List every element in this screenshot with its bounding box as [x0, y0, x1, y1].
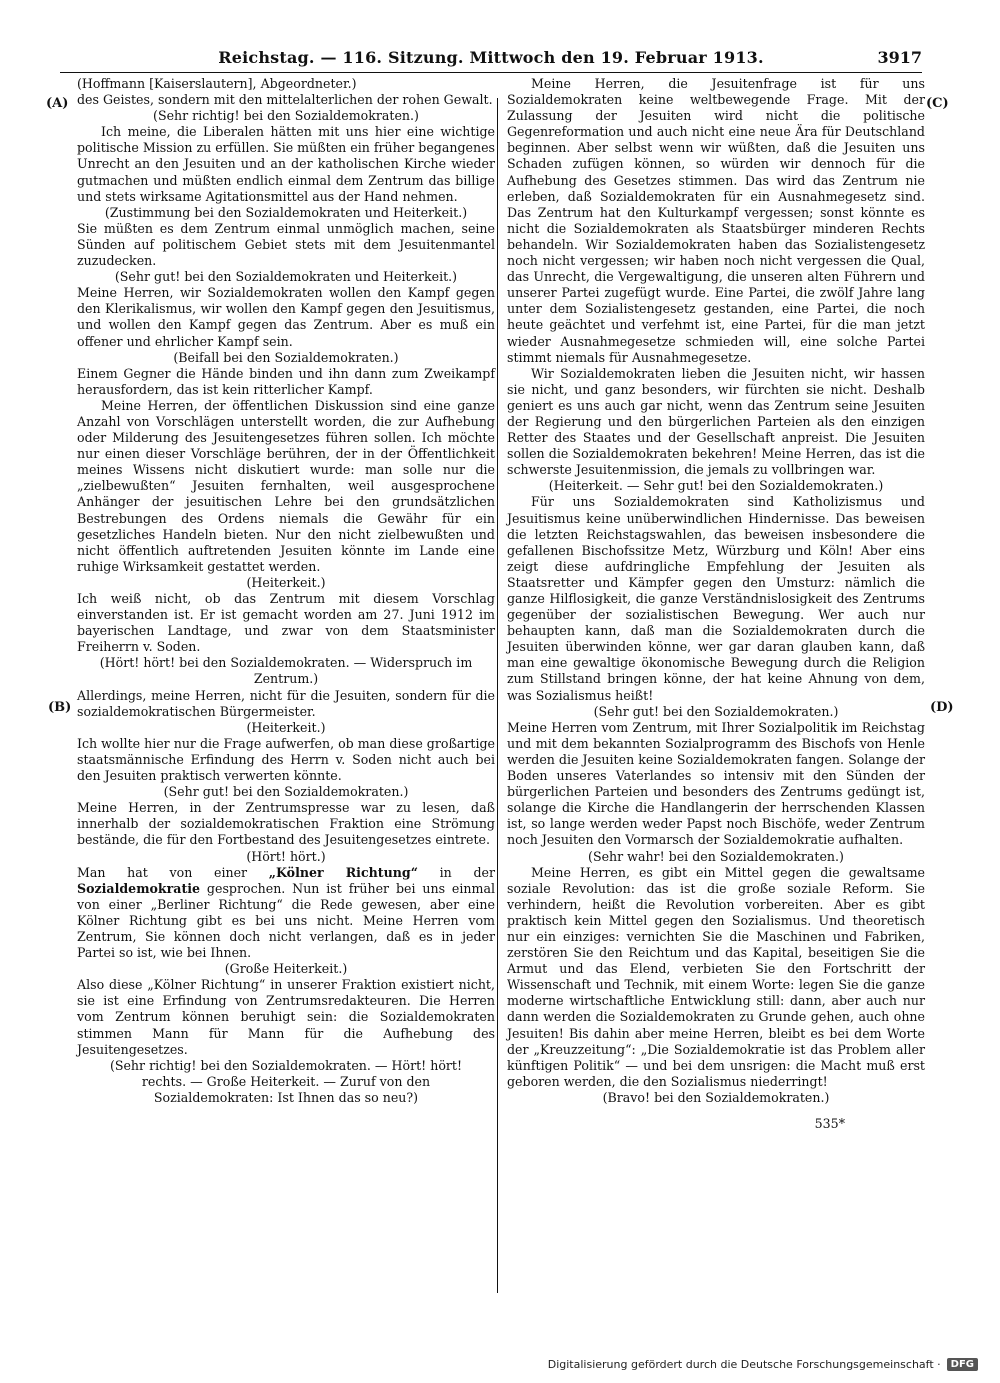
sheet-signature: 535*	[814, 1116, 845, 1131]
interjection: (Heiterkeit.)	[246, 574, 326, 590]
interjection: (Sehr gut! bei den Sozialdemokraten.)	[163, 784, 409, 800]
interjection: (Sehr gut! bei den Sozialdemokraten.)	[593, 703, 839, 719]
paragraph: Ich wollte hier nur die Frage aufwerfen, ob man diese großartige staatsmännische Erfindung des Herrn v. Soden nicht auch bei den Jesuiten praktisch verwerten könnte.	[77, 735, 495, 784]
interjection: (Hört! hört! bei den Sozialdemokraten. — Widerspruch im Zentrum.)	[99, 655, 473, 687]
paragraph: Ich weiß nicht, ob das Zentrum mit diesem Vorschlag einverstanden ist. Er ist gemacht worden am 27. Juni 1912 im bayerischen Landtage, und zwar von dem Staatsminister Freiherrn v. Soden.	[77, 591, 495, 655]
margin-marker-a: (A)	[46, 96, 69, 111]
paragraph: Für uns Sozialdemokraten sind Katholizismus und Jesuitismus keine unüberwindlichen Hindernisse. Das beweisen die letzten Reichstagswahlen, das beweisen insbesondere die gefallenen Bischofssitze Metz, Würzburg und Köln! Aber eins zeigt diese aufdringliche Empfehlung der Jesuiten als Staatsretter und Kämpfer gegen den Umsturz: nämlich die ganze Hilflosigkeit, die ganze Verständnislosigkeit des Zentrums gegenüber der sozialistischen Bewegung. Wer auch nur behaupten kann, daß man die Sozialdemokraten durch die Jesuiten überwinden könne, wer gar daran glauben kann, daß man eine gewaltige ökonomische Bewegung durch die Religion zum Stillstand bringen könne, der hat keine Ahnung von dem, was Sozialismus heißt!	[507, 494, 925, 703]
page-header	[60, 46, 922, 73]
interjection: (Beifall bei den Sozialdemokraten.)	[173, 349, 399, 365]
right-column	[507, 76, 925, 1132]
interjection: (Hört! hört.)	[246, 848, 326, 864]
interjection: (Sehr richtig! bei den Sozialdemokraten. — Hört! hört! rechts. — Große Heiterkeit. — Zuruf von den Sozialdemokraten: Ist Ihnen das so neu?)	[109, 1057, 463, 1105]
interjection: (Sehr gut! bei den Sozialdemokraten und Heiterkeit.)	[114, 269, 458, 285]
text-run: in der	[417, 864, 495, 880]
interjection: (Zustimmung bei den Sozialdemokraten und Heiterkeit.)	[104, 204, 468, 220]
interjection: (Große Heiterkeit.)	[224, 961, 348, 977]
paragraph: Meine Herren, es gibt ein Mittel gegen die gewaltsame soziale Revolution: das ist die große soziale Reform. Sie verhindern, heißt die Revolution vorbereiten. Aber es gibt praktisch kein Mittel gegen den Sozialismus. Und theoretisch nur ein einziges: vernichten Sie die Maschinen und Fabriken, zerstören Sie den Reichtum und das Kapital, beseitigen Sie die Armut und das Elend, verbieten Sie den Fortschritt der Wissenschaft und Technik, mit einem Worte: legen Sie die ganze moderne wirtschaftliche Entwicklung still: dann, aber auch nur dann werden die Sozialdemokraten zu Grunde gehen, auch ohne Jesuiten! Bis dahin aber meine Herren, bleibt es bei dem Worte der „Kreuzzeitung“: „Die Sozialdemokratie ist das Problem aller künftigen Politik“ — und bei dem unsrigen: die Macht muß erst geboren werden, die den Sozialismus niederringt!	[507, 864, 925, 1089]
page-title: Reichstag. — 116. Sitzung. Mittwoch den 19. Februar 1913.	[218, 48, 764, 67]
paragraph: Meine Herren, wir Sozialdemokraten wollen den Kampf gegen den Klerikalismus, wir wollen den Kampf gegen den Jesuitismus, und wollen den Kampf gegen das Zentrum. Aber es muß ein offener und ehrlicher Kampf sein.	[77, 285, 495, 349]
footer-text: Digitalisierung gefördert durch die Deutsche Forschungsgemeinschaft ·	[547, 1357, 941, 1371]
paragraph: Sie müßten es dem Zentrum einmal unmöglich machen, seine Sünden auf politischem Gebiet stets mit dem Jesuitenmantel zuzudecken.	[77, 220, 495, 269]
page-number: 3917	[877, 48, 922, 67]
paragraph: Allerdings, meine Herren, nicht für die Jesuiten, sondern für die sozialdemokratischen Bürgermeister.	[77, 687, 495, 719]
interjection: (Bravo! bei den Sozialdemokraten.)	[602, 1089, 830, 1105]
paragraph	[77, 865, 495, 962]
paragraph: Meine Herren, der öffentlichen Diskussion sind eine ganze Anzahl von Vorschlägen unterstellt worden, die zur Aufhebung oder Milderung des Jesuitengesetzes führen sollen. Ich möchte nur einen dieser Vorschläge berühren, der in der Öffentlichkeit meines Wissens nicht diskutiert wurde: man solle nur die „zielbewußten“ Jesuiten fernhalten, weil ausgesprochene Anhänger der jesuitischen Lehre bei den grundsätzlichen Bestrebungen des Ordens niemals die Gewähr für ein gesetzliches Handeln bieten. Nur den nicht zielbewußten und nicht öffentlich auftretenden Jesuiten könnte im Lande eine ruhige Wirksamkeit gestattet werden.	[77, 397, 495, 574]
interjection: (Sehr wahr! bei den Sozialdemokraten.)	[588, 848, 844, 864]
paragraph: Meine Herren, die Jesuitenfrage ist für uns Sozialdemokraten keine weltbewegende Frage. Mit der Zulassung der Jesuiten wird nicht die politische Gegenreformation und auch nicht eine neue Ära für Deutschland beginnen. Aber selbst wenn wir wüßten, daß die Jesuiten uns Schaden zufügen können, so würden wir dennoch für die Aufhebung des Gesetzes stimmen. Das wird das Zentrum nie erleben, daß Sozialdemokraten für ein Ausnahmegesetz sind. Das Zentrum hat den Kulturkampf vergessen; sonst könnte es nicht die Sozialdemokraten als Staatsbürger minderen Rechts behandeln. Wir Sozialdemokraten haben das Sozialistengesetz noch nicht vergessen; wir haben noch nicht vergessen die Qual, das Unrecht, die Vergewaltigung, die unseren alten Führern und unserer Partei zugefügt wurde. Eine Partei, die zwölf Jahre lang unter dem Sozialistengesetz gestanden, eine Partei, die noch heute geächtet und verfehmt ist, eine Partei, für die man jetzt wieder Ausnahmegesetze schmieden will, eine solche Partei stimmt niemals für Ausnahmegesetze.	[507, 76, 925, 365]
text-run: Man hat von einer	[77, 864, 269, 880]
paragraph: Ich meine, die Liberalen hätten mit uns hier eine wichtige politische Mission zu erfüllen. Sie müßten ein früher begangenes Unrecht an den Jesuiten und an der katholischen Kirche wieder gutmachen und müßten endlich einmal dem Zentrum das billige und stets wirksame Agitationsmittel aus der Hand nehmen.	[77, 124, 495, 204]
interjection: (Heiterkeit.)	[246, 719, 326, 735]
interjection: (Heiterkeit. — Sehr gut! bei den Sozialdemokraten.)	[548, 478, 884, 494]
left-column	[77, 76, 495, 1106]
column-divider	[497, 98, 498, 1293]
paragraph: Also diese „Kölner Richtung“ in unserer Fraktion existiert nicht, sie ist eine Erfindung von Zentrumsredakteuren. Die Herren vom Zentrum können beruhigt sein: die Sozialdemokraten stimmen Mann für Mann für die Aufhebung des Jesuitengesetzes.	[77, 977, 495, 1057]
paragraph: des Geistes, sondern mit den mittelalterlichen der rohen Gewalt.	[77, 92, 493, 108]
emphasis-sozialdemokratie: Sozialdemokratie	[77, 880, 201, 896]
footer	[548, 1355, 978, 1373]
paragraph: Einem Gegner die Hände binden und ihn dann zum Zweikampf herausfordern, das ist kein ritterlicher Kampf.	[77, 365, 495, 397]
emphasis-koelner-richtung: „Kölner Richtung“	[268, 864, 418, 880]
margin-marker-c: (C)	[926, 96, 949, 111]
text-run: gesprochen. Nun ist früher bei uns einmal von einer „Berliner Richtung“ die Rede gewesen, aber eine Kölner Richtung gibt es bei uns nicht. Meine Herren vom Zentrum, Sie können doch nicht verlangen, daß es in jeder Partei so ist, wie bei Ihnen.	[77, 880, 495, 961]
dfg-logo-icon: DFG	[947, 1358, 978, 1371]
margin-marker-b: (B)	[48, 700, 72, 715]
paragraph: Meine Herren, in der Zentrumspresse war zu lesen, daß innerhalb der sozialdemokratischen Fraktion eine Strömung bestände, die für den Fortbestand des Jesuitengesetzes eintrete.	[77, 800, 495, 848]
margin-marker-d: (D)	[930, 700, 954, 715]
paragraph: Wir Sozialdemokraten lieben die Jesuiten nicht, wir hassen sie nicht, und ganz besonders, wir fürchten sie nicht. Deshalb geniert es uns auch gar nicht, wenn das Zentrum seine Jesuiten der Regierung und den bürgerlichen Parteien als den einzigen Retter des Staates und der Gesellschaft anpreist. Die Jesuiten sollen die Sozialdemokraten bekehren! Meine Herren, das ist die schwerste Jesuitenmission, die jemals zu vollbringen war.	[507, 365, 925, 478]
paragraph: Meine Herren vom Zentrum, mit Ihrer Sozialpolitik im Reichstag und mit dem bekannten Sozialprogramm des Bischofs von Henle werden die Jesuiten keine Sozialdemokraten fangen. Solange der Boden unseres Vaterlandes so intensiv mit den Sünden der bürgerlichen Parteien und besonders des Zentrums gedüngt ist, solange die Kirche die Handlangerin der herrschenden Klassen ist, so lange werden weder Papst noch Bischöfe, weder Zentrum noch Jesuiten den Vormarsch der Sozialdemokratie aufhalten.	[507, 719, 925, 848]
interjection: (Sehr richtig! bei den Sozialdemokraten.)	[153, 108, 419, 124]
speaker-line: (Hoffmann [Kaiserslautern], Abgeordneter.)	[77, 76, 357, 91]
